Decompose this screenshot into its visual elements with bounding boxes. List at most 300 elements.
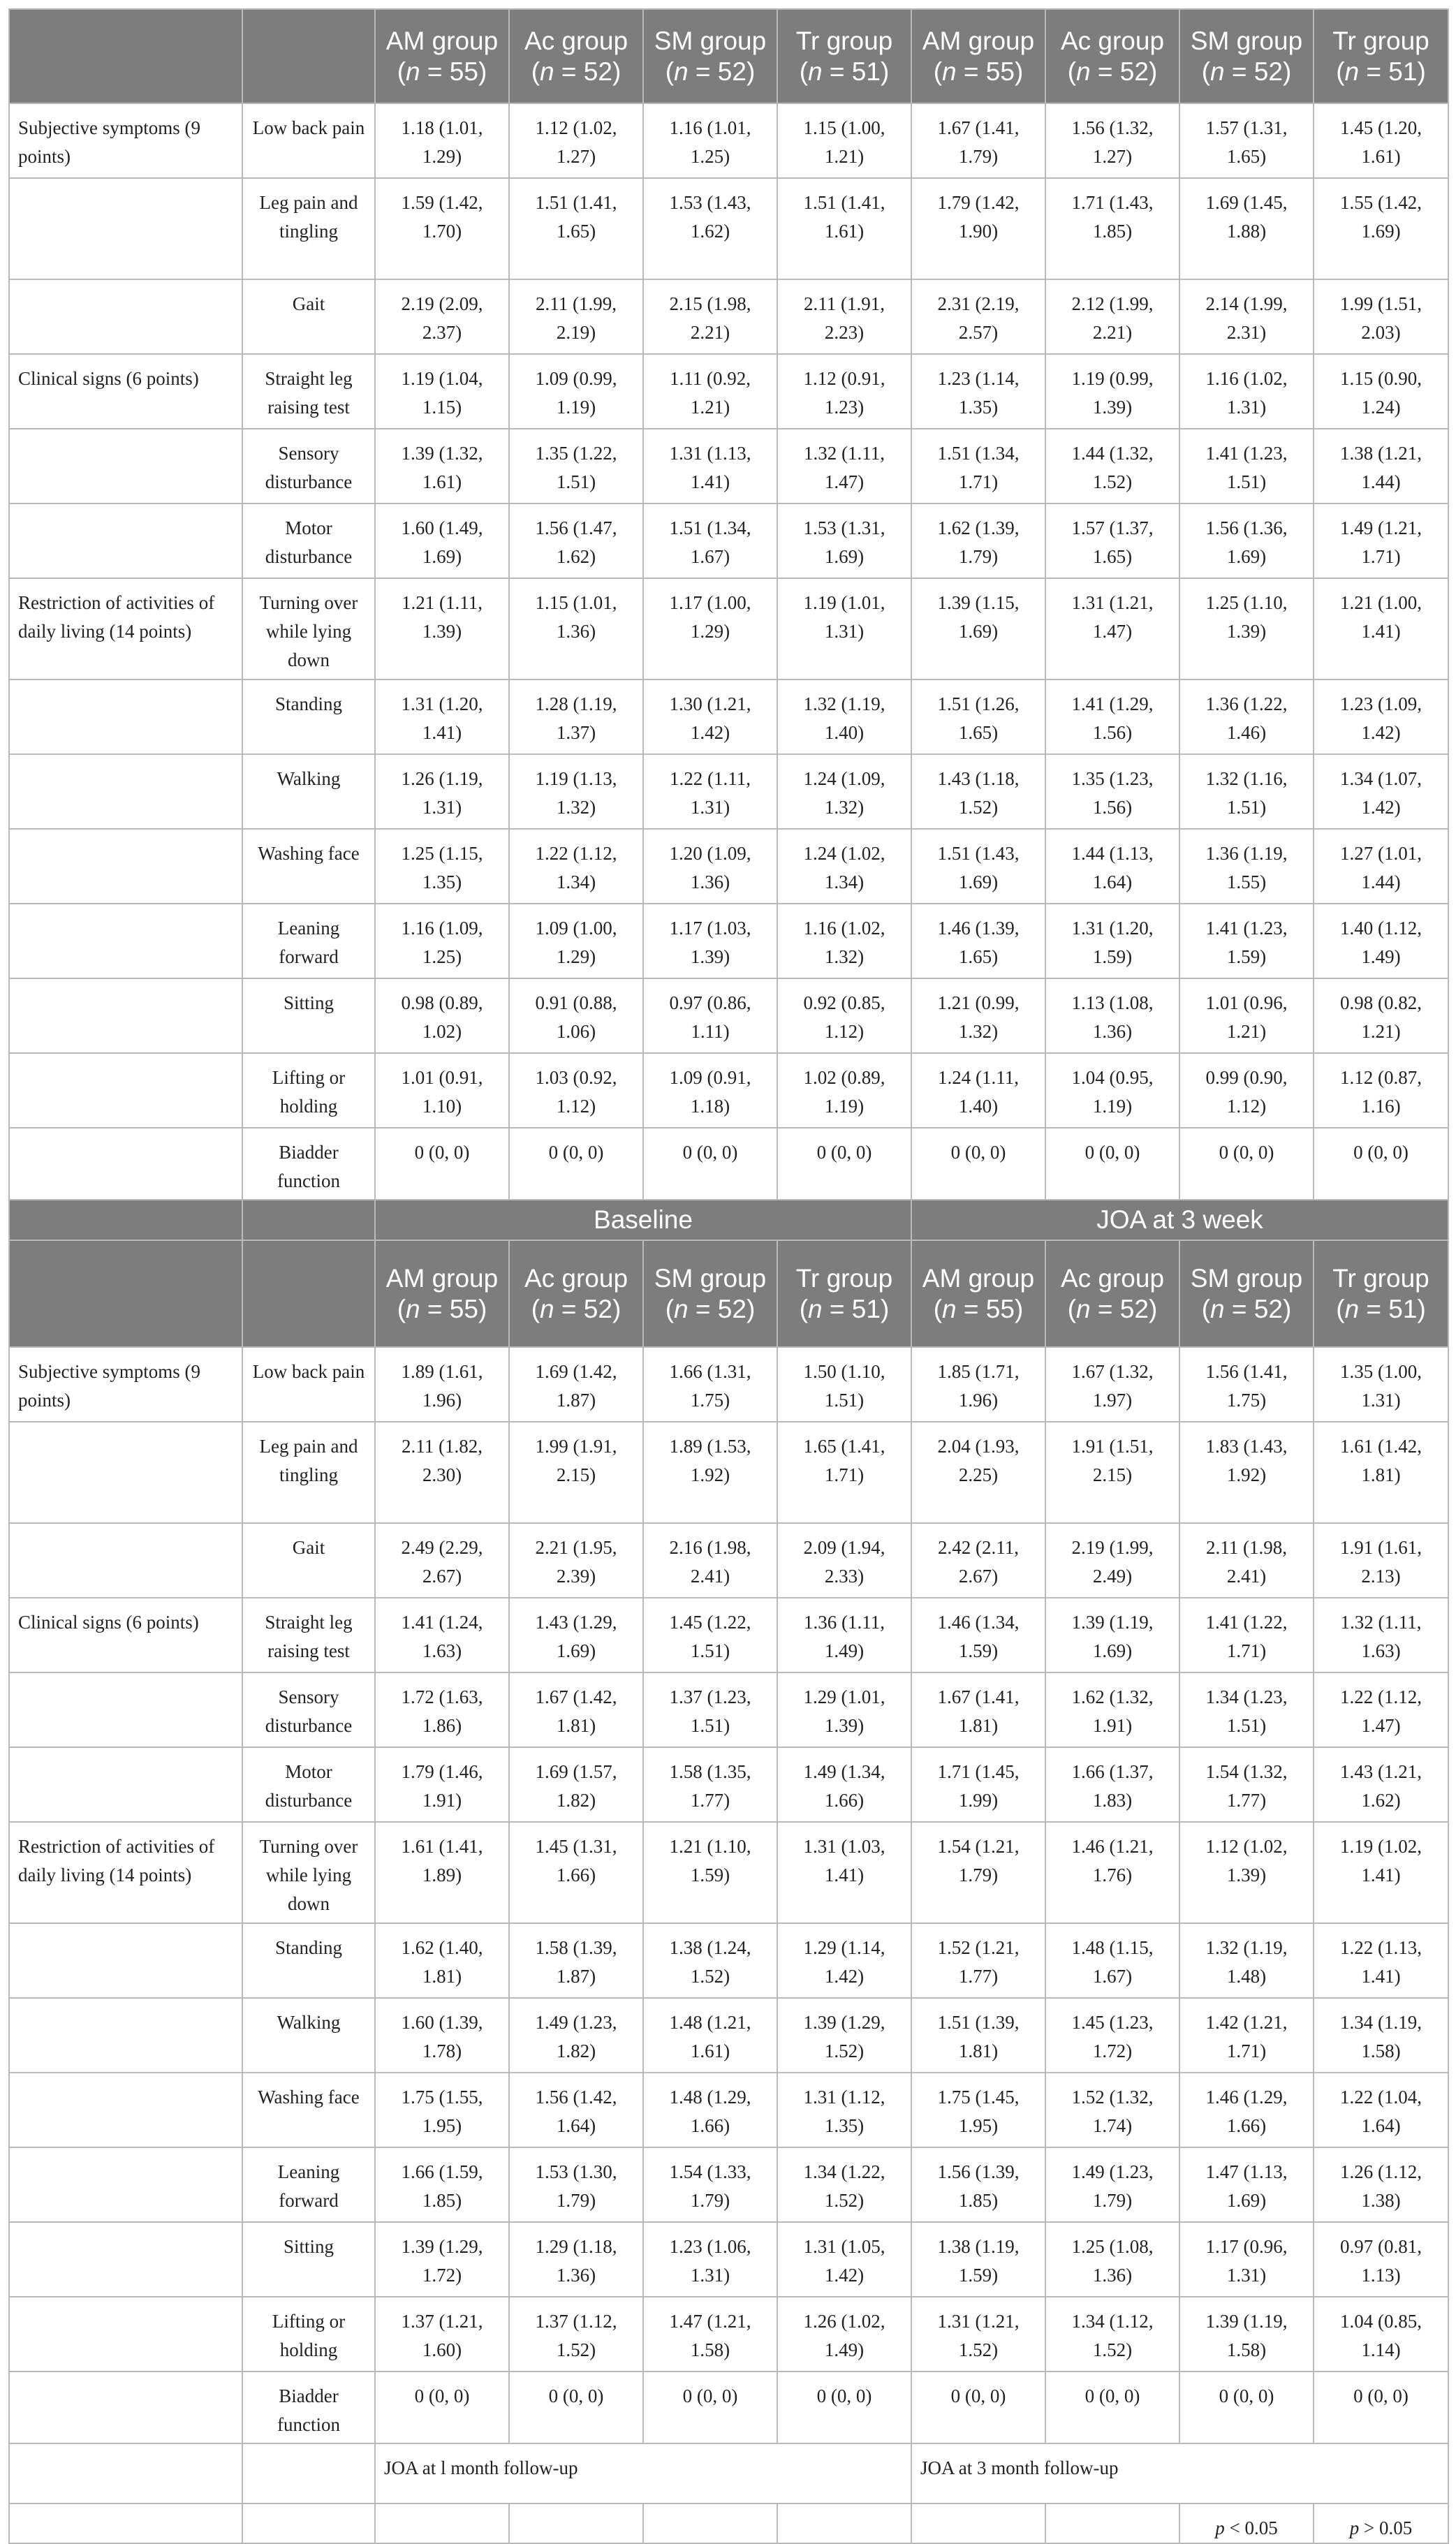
value-cell: 1.45 (1.22, 1.51) [643,1598,777,1672]
n-value: = 51 [1366,57,1418,86]
value-cell: 1.57 (1.31, 1.65) [1179,103,1314,178]
value-cell: 1.20 (1.09, 1.36) [643,829,777,904]
value-cell: 1.43 (1.18, 1.52) [911,754,1045,829]
joa-3-week-header: JOA at 3 week [911,1200,1448,1240]
n-label: n [942,57,957,86]
group-word: group [968,1263,1035,1293]
table-row [9,1523,1448,1598]
header-blank-cell [9,1200,242,1240]
value-cell: 1.48 (1.15, 1.67) [1045,1923,1179,1998]
value-cell: 1.46 (1.34, 1.59) [911,1598,1045,1672]
group-word: group [700,26,767,55]
value-cell: 1.62 (1.39, 1.79) [911,503,1045,578]
table-row [9,178,1448,279]
value-cell: 1.53 (1.43, 1.62) [643,178,777,279]
value-cell: 1.62 (1.32, 1.91) [1045,1672,1179,1747]
value-cell: 1.46 (1.21, 1.76) [1045,1822,1179,1923]
table-row [9,1747,1448,1822]
item-cell: Sitting [242,2222,375,2297]
value-cell: 1.91 (1.51, 2.15) [1045,1422,1179,1523]
value-cell: 1.42 (1.21, 1.71) [1179,1998,1314,2073]
value-cell: 1.79 (1.42, 1.90) [911,178,1045,279]
value-cell: 1.12 (1.02, 1.39) [1179,1822,1314,1923]
value-cell: 1.34 (1.22, 1.52) [777,2147,911,2222]
value-cell: 1.48 (1.29, 1.66) [643,2073,777,2147]
table-row [9,103,1448,178]
value-cell: 1.31 (1.12, 1.35) [777,2073,911,2147]
value-cell: 1.30 (1.21, 1.42) [643,679,777,754]
value-cell: 1.45 (1.23, 1.72) [1045,1998,1179,2073]
follow-up-label-row [9,2443,1448,2503]
group-name: AM [385,1263,425,1293]
group-word: group [561,26,628,55]
category-cell: Restriction of activities of daily living (14 points) [9,1822,242,1923]
table-row [9,679,1448,754]
category-cell: Clinical signs (6 points) [9,1598,242,1672]
value-cell: 0.98 (0.82, 1.21) [1314,978,1448,1053]
value-cell: 1.52 (1.21, 1.77) [911,1923,1045,1998]
value-cell: 0.91 (0.88, 1.06) [509,978,643,1053]
value-cell: 1.17 (1.03, 1.39) [643,904,777,978]
value-cell: 1.75 (1.55, 1.95) [375,2073,509,2147]
value-cell: 1.12 (1.02, 1.27) [509,103,643,178]
value-cell: 1.79 (1.46, 1.91) [375,1747,509,1822]
category-cell [9,679,242,754]
value-cell: 1.72 (1.63, 1.86) [375,1672,509,1747]
value-cell: 1.22 (1.12, 1.34) [509,829,643,904]
value-cell: 0.92 (0.85, 1.12) [777,978,911,1053]
item-cell: Walking [242,1998,375,2073]
value-cell: 1.56 (1.32, 1.27) [1045,103,1179,178]
value-cell: 2.49 (2.29, 2.67) [375,1523,509,1598]
group-word: group [561,1263,628,1293]
value-cell: 0 (0, 0) [911,1128,1045,1200]
value-cell: 0 (0, 0) [643,2372,777,2443]
group-header-tr: Tr group (n = 51) [1314,1240,1448,1347]
value-cell: 0.97 (0.81, 1.13) [1314,2222,1448,2297]
category-cell [9,1923,242,1998]
group-name: AM [922,1263,962,1293]
value-cell: 1.99 (1.51, 2.03) [1314,279,1448,354]
table-row [9,754,1448,829]
n-label: n [540,1294,554,1323]
value-cell: 1.34 (1.07, 1.42) [1314,754,1448,829]
n-label: n [674,57,689,86]
item-cell: Motor disturbance [242,1747,375,1822]
value-cell: 1.49 (1.34, 1.66) [777,1747,911,1822]
value-cell: 1.45 (1.20, 1.61) [1314,103,1448,178]
item-cell: Turning over while lying down [242,1822,375,1923]
n-value: = 52 [1231,1294,1283,1323]
category-cell [9,1998,242,2073]
group-name: Ac [1060,26,1091,55]
value-cell: 2.12 (1.99, 2.21) [1045,279,1179,354]
value-cell: 1.16 (1.02, 1.32) [777,904,911,978]
value-cell: 1.56 (1.41, 1.75) [1179,1347,1314,1422]
value-cell: 1.51 (1.39, 1.81) [911,1998,1045,2073]
item-cell: Straight leg raising test [242,354,375,429]
footer-blank-cell [509,2503,643,2543]
value-cell: 0 (0, 0) [1045,1128,1179,1200]
value-cell: 0 (0, 0) [911,2372,1045,2443]
value-cell: 1.39 (1.29, 1.72) [375,2222,509,2297]
group-word: group [432,1263,499,1293]
value-cell: 2.11 (1.91, 2.23) [777,279,911,354]
table-row [9,829,1448,904]
value-cell: 2.31 (2.19, 2.57) [911,279,1045,354]
header-blank-cell [242,1200,375,1240]
value-cell: 0 (0, 0) [1179,2372,1314,2443]
value-cell: 1.39 (1.32, 1.61) [375,429,509,503]
value-cell: 2.14 (1.99, 2.31) [1179,279,1314,354]
n-value: = 51 [829,1294,881,1323]
value-cell: 1.09 (1.00, 1.29) [509,904,643,978]
value-cell: 1.54 (1.21, 1.79) [911,1822,1045,1923]
value-cell: 1.18 (1.01, 1.29) [375,103,509,178]
group-word: group [1363,26,1429,55]
value-cell: 0 (0, 0) [1179,1128,1314,1200]
value-cell: 1.43 (1.21, 1.62) [1314,1747,1448,1822]
category-cell [9,178,242,279]
value-cell: 1.60 (1.39, 1.78) [375,1998,509,2073]
value-cell: 0 (0, 0) [777,2372,911,2443]
value-cell: 1.35 (1.23, 1.56) [1045,754,1179,829]
value-cell: 1.34 (1.23, 1.51) [1179,1672,1314,1747]
value-cell: 1.46 (1.29, 1.66) [1179,2073,1314,2147]
value-cell: 1.32 (1.11, 1.63) [1314,1598,1448,1672]
value-cell: 1.53 (1.30, 1.79) [509,2147,643,2222]
value-cell: 2.19 (2.09, 2.37) [375,279,509,354]
value-cell: 1.31 (1.20, 1.59) [1045,904,1179,978]
group-word: group [1363,1263,1429,1293]
item-cell: Walking [242,754,375,829]
value-cell: 1.24 (1.09, 1.32) [777,754,911,829]
value-cell: 1.56 (1.39, 1.85) [911,2147,1045,2222]
value-cell: 1.39 (1.29, 1.52) [777,1998,911,2073]
header-blank-cell [242,1240,375,1347]
value-cell: 1.67 (1.41, 1.79) [911,103,1045,178]
category-cell [9,2073,242,2147]
table-row [9,1053,1448,1128]
value-cell: 1.21 (1.00, 1.41) [1314,578,1448,679]
group-header-ac: Ac group (n = 52) [1045,1240,1179,1347]
value-cell: 1.37 (1.21, 1.60) [375,2297,509,2372]
item-cell: Leg pain and tingling [242,1422,375,1523]
table-row [9,1598,1448,1672]
value-cell: 1.16 (1.09, 1.25) [375,904,509,978]
value-cell: 1.69 (1.45, 1.88) [1179,178,1314,279]
value-cell: 2.16 (1.98, 2.41) [643,1523,777,1598]
value-cell: 1.52 (1.32, 1.74) [1045,2073,1179,2147]
p-less-than-cell [1179,2503,1314,2543]
n-label: n [540,57,554,86]
table-row [9,354,1448,429]
value-cell: 0 (0, 0) [1045,2372,1179,2443]
category-cell [9,2222,242,2297]
value-cell: 0 (0, 0) [375,1128,509,1200]
value-cell: 1.37 (1.23, 1.51) [643,1672,777,1747]
value-cell: 1.43 (1.29, 1.69) [509,1598,643,1672]
n-label: n [1344,1294,1360,1323]
group-header-tr: Tr group (n = 51) [777,1240,911,1347]
value-cell: 1.19 (0.99, 1.39) [1045,354,1179,429]
value-cell: 1.21 (1.10, 1.59) [643,1822,777,1923]
footer-blank-cell [643,2503,777,2543]
n-label: n [1210,1294,1225,1323]
item-cell: Gait [242,1523,375,1598]
group-name: SM [654,26,693,55]
value-cell: 1.04 (0.95, 1.19) [1045,1053,1179,1128]
category-cell [9,1523,242,1598]
group-name: Tr [1332,1263,1356,1293]
group-header-row [9,1240,1448,1347]
n-value: = 55 [427,57,478,86]
table-row [9,904,1448,978]
value-cell: 1.27 (1.01, 1.44) [1314,829,1448,904]
value-cell: 1.36 (1.22, 1.46) [1179,679,1314,754]
value-cell: 1.19 (1.02, 1.41) [1314,1822,1448,1923]
value-cell: 1.26 (1.12, 1.38) [1314,2147,1448,2222]
value-cell: 0 (0, 0) [1314,1128,1448,1200]
category-cell [9,904,242,978]
value-cell: 1.49 (1.21, 1.71) [1314,503,1448,578]
table-row [9,1347,1448,1422]
n-label: n [1076,57,1091,86]
value-cell: 1.71 (1.43, 1.85) [1045,178,1179,279]
n-value: = 52 [1231,57,1283,86]
value-cell: 0 (0, 0) [375,2372,509,2443]
value-cell: 1.41 (1.22, 1.71) [1179,1598,1314,1672]
value-cell: 1.39 (1.19, 1.58) [1179,2297,1314,2372]
header-blank-cell [9,1240,242,1347]
section-header-row [9,1200,1448,1240]
group-header-ac: Ac group (n = 52) [1045,9,1179,103]
value-cell: 1.15 (0.90, 1.24) [1314,354,1448,429]
value-cell: 1.56 (1.47, 1.62) [509,503,643,578]
value-cell: 1.02 (0.89, 1.19) [777,1053,911,1128]
group-word: group [826,26,893,55]
value-cell: 1.41 (1.23, 1.59) [1179,904,1314,978]
n-label: n [942,1294,957,1323]
group-word: group [700,1263,767,1293]
item-cell: Sitting [242,978,375,1053]
value-cell: 1.91 (1.61, 2.13) [1314,1523,1448,1598]
category-cell [9,503,242,578]
category-cell [9,754,242,829]
value-cell: 1.29 (1.18, 1.36) [509,2222,643,2297]
value-cell: 1.31 (1.21, 1.47) [1045,578,1179,679]
value-cell: 1.04 (0.85, 1.14) [1314,2297,1448,2372]
value-cell: 1.17 (0.96, 1.31) [1179,2222,1314,2297]
value-cell: 1.59 (1.42, 1.70) [375,178,509,279]
item-cell: Washing face [242,2073,375,2147]
footer-blank-cell [242,2443,375,2503]
item-cell: Leaning forward [242,2147,375,2222]
value-cell: 1.45 (1.31, 1.66) [509,1822,643,1923]
footer-blank-cell [242,2503,375,2543]
value-cell: 1.56 (1.42, 1.64) [509,2073,643,2147]
n-value: = 55 [427,1294,478,1323]
header-blank-cell [9,9,242,103]
value-cell: 2.21 (1.95, 2.39) [509,1523,643,1598]
value-cell: 1.38 (1.24, 1.52) [643,1923,777,1998]
value-cell: 1.15 (1.00, 1.21) [777,103,911,178]
group-header-sm: SM group (n = 52) [643,1240,777,1347]
group-name: Ac [524,26,555,55]
value-cell: 1.67 (1.32, 1.97) [1045,1347,1179,1422]
group-header-am: AM group (n = 55) [911,9,1045,103]
group-name: SM [654,1263,693,1293]
value-cell: 1.69 (1.42, 1.87) [509,1347,643,1422]
footer-blank-cell [9,2443,242,2503]
item-cell: Straight leg raising test [242,1598,375,1672]
item-cell: Lifting or holding [242,1053,375,1128]
value-cell: 1.46 (1.39, 1.65) [911,904,1045,978]
value-cell: 1.31 (1.05, 1.42) [777,2222,911,2297]
value-cell: 0 (0, 0) [1314,2372,1448,2443]
n-label: n [1210,57,1225,86]
value-cell: 0.99 (0.90, 1.12) [1179,1053,1314,1128]
category-cell [9,279,242,354]
value-cell: 1.22 (1.04, 1.64) [1314,2073,1448,2147]
value-cell: 1.22 (1.11, 1.31) [643,754,777,829]
value-cell: 1.19 (1.01, 1.31) [777,578,911,679]
value-cell: 1.57 (1.37, 1.65) [1045,503,1179,578]
value-cell: 0 (0, 0) [777,1128,911,1200]
value-cell: 1.34 (1.19, 1.58) [1314,1998,1448,2073]
p-greater-value: > 0.05 [1364,2517,1413,2538]
value-cell: 1.29 (1.01, 1.39) [777,1672,911,1747]
footer-blank-cell [911,2503,1045,2543]
value-cell: 1.61 (1.42, 1.81) [1314,1422,1448,1523]
value-cell: 1.15 (1.01, 1.36) [509,578,643,679]
n-label: n [674,1294,689,1323]
group-word: group [1098,26,1165,55]
group-header-row [9,9,1448,103]
group-header-sm: SM group (n = 52) [1179,1240,1314,1347]
category-cell [9,2372,242,2443]
table-row [9,2147,1448,2222]
category-cell [9,1672,242,1747]
p-value-row [9,2503,1448,2543]
table-row [9,429,1448,503]
value-cell: 1.12 (0.91, 1.23) [777,354,911,429]
category-cell [9,429,242,503]
group-name: Tr [1332,26,1356,55]
value-cell: 1.21 (0.99, 1.32) [911,978,1045,1053]
value-cell: 2.42 (2.11, 2.67) [911,1523,1045,1598]
baseline-header: Baseline [375,1200,911,1240]
item-cell: Standing [242,1923,375,1998]
group-word: group [826,1263,893,1293]
value-cell: 1.19 (1.04, 1.15) [375,354,509,429]
item-cell: Biadder function [242,1128,375,1200]
value-cell: 1.35 (1.22, 1.51) [509,429,643,503]
value-cell: 0 (0, 0) [509,1128,643,1200]
group-word: group [1098,1263,1165,1293]
value-cell: 1.58 (1.35, 1.77) [643,1747,777,1822]
value-cell: 1.36 (1.11, 1.49) [777,1598,911,1672]
n-value: = 51 [829,57,881,86]
item-cell: Sensory disturbance [242,429,375,503]
value-cell: 1.23 (1.09, 1.42) [1314,679,1448,754]
value-cell: 1.66 (1.37, 1.83) [1045,1747,1179,1822]
category-cell [9,1053,242,1128]
n-value: = 55 [963,1294,1015,1323]
value-cell: 1.53 (1.31, 1.69) [777,503,911,578]
value-cell: 1.67 (1.41, 1.81) [911,1672,1045,1747]
group-header-ac: Ac group (n = 52) [509,1240,643,1347]
item-cell: Standing [242,679,375,754]
footer-blank-cell [777,2503,911,2543]
group-name: Tr [795,1263,820,1293]
category-cell [9,978,242,1053]
value-cell: 1.60 (1.49, 1.69) [375,503,509,578]
category-cell [9,1422,242,1523]
value-cell: 1.31 (1.20, 1.41) [375,679,509,754]
group-word: group [1236,1263,1303,1293]
group-header-sm: SM group (n = 52) [643,9,777,103]
table-row [9,1672,1448,1747]
table-row [9,1923,1448,1998]
p-label: p [1349,2517,1360,2538]
value-cell: 1.39 (1.15, 1.69) [911,578,1045,679]
value-cell: 2.04 (1.93, 2.25) [911,1422,1045,1523]
category-cell [9,2297,242,2372]
value-cell: 0 (0, 0) [509,2372,643,2443]
value-cell: 1.37 (1.12, 1.52) [509,2297,643,2372]
value-cell: 0.98 (0.89, 1.02) [375,978,509,1053]
value-cell: 1.16 (1.02, 1.31) [1179,354,1314,429]
value-cell: 2.19 (1.99, 2.49) [1045,1523,1179,1598]
p-less-value: < 0.05 [1229,2517,1278,2538]
table-row [9,2297,1448,2372]
item-cell: Low back pain [242,103,375,178]
value-cell: 2.11 (1.99, 2.19) [509,279,643,354]
group-word: group [968,26,1035,55]
category-cell [9,2147,242,2222]
value-cell: 1.51 (1.34, 1.67) [643,503,777,578]
value-cell: 1.22 (1.13, 1.41) [1314,1923,1448,1998]
value-cell: 1.24 (1.02, 1.34) [777,829,911,904]
value-cell: 1.66 (1.31, 1.75) [643,1347,777,1422]
value-cell: 1.51 (1.41, 1.65) [509,178,643,279]
value-cell: 2.15 (1.98, 2.21) [643,279,777,354]
item-cell: Motor disturbance [242,503,375,578]
value-cell: 1.62 (1.40, 1.81) [375,1923,509,1998]
joa-3-month-label: JOA at 3 month follow-up [911,2443,1448,2503]
category-cell: Clinical signs (6 points) [9,354,242,429]
value-cell: 1.41 (1.24, 1.63) [375,1598,509,1672]
value-cell: 1.40 (1.12, 1.49) [1314,904,1448,978]
table-row [9,2073,1448,2147]
value-cell: 1.49 (1.23, 1.79) [1045,2147,1179,2222]
value-cell: 1.58 (1.39, 1.87) [509,1923,643,1998]
value-cell: 2.11 (1.98, 2.41) [1179,1523,1314,1598]
value-cell: 1.17 (1.00, 1.29) [643,578,777,679]
value-cell: 1.50 (1.10, 1.51) [777,1347,911,1422]
value-cell: 1.51 (1.34, 1.71) [911,429,1045,503]
value-cell: 1.09 (0.99, 1.19) [509,354,643,429]
value-cell: 1.24 (1.11, 1.40) [911,1053,1045,1128]
footer-blank-cell [375,2503,509,2543]
value-cell: 1.28 (1.19, 1.37) [509,679,643,754]
value-cell: 1.38 (1.21, 1.44) [1314,429,1448,503]
value-cell: 1.36 (1.19, 1.55) [1179,829,1314,904]
item-cell: Leg pain and tingling [242,178,375,279]
value-cell: 1.03 (0.92, 1.12) [509,1053,643,1128]
footer-blank-cell [1045,2503,1179,2543]
